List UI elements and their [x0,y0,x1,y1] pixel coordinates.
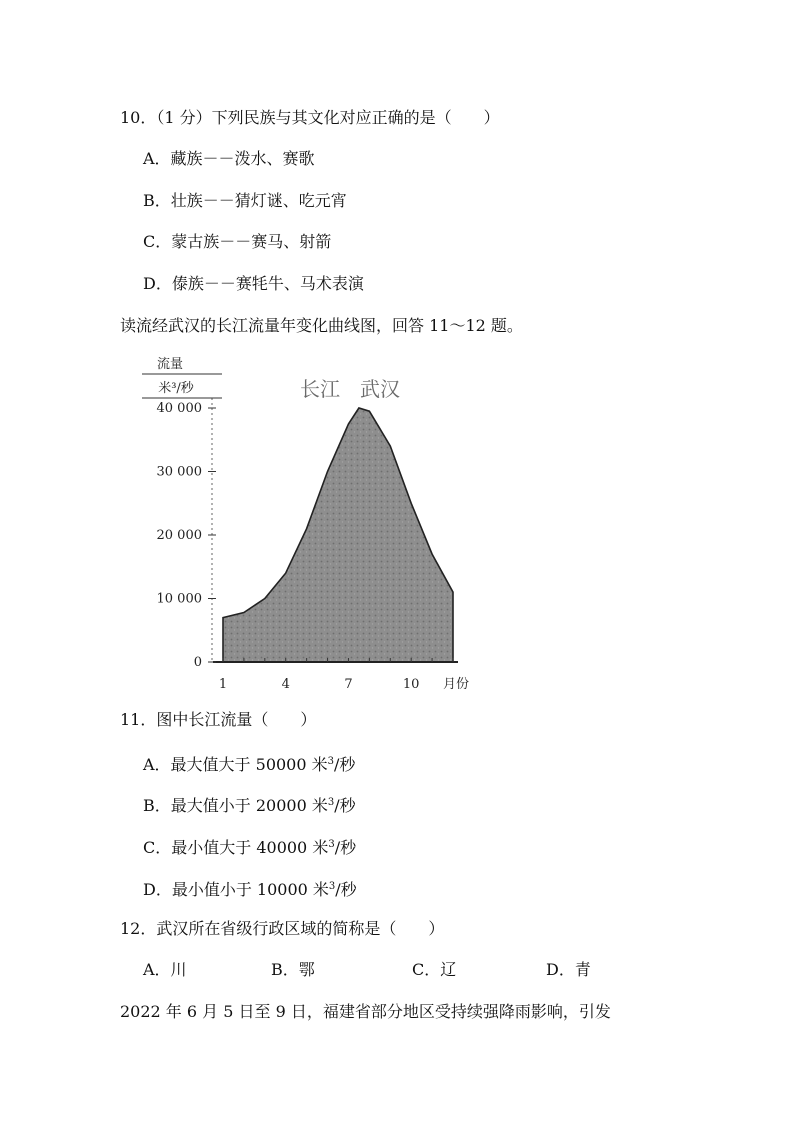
q12-option-b: B．鄂 [271,960,315,979]
q11-stem: 11．图中长江流量（ ） [120,710,317,729]
y-tick-label: 30 000 [156,464,202,480]
q11-option-a-tail: /秒 [334,755,356,774]
q10-stem: 10．（1 分）下列民族与其文化对应正确的是（ ） [120,108,500,127]
q11-option-b-sup: 3 [327,797,335,808]
y-tick-label: 40 000 [156,401,202,416]
q10-option-b: B．壮族－－猜灯谜、吃元宵 [143,191,347,210]
q11-option-c-tail: /秒 [334,838,357,857]
q11-option-a [143,751,355,776]
intro-11-12: 读流经武汉的长江流量年变化曲线图，回答 11～12 题。 [120,316,523,335]
q12-stem: 12．武汉所在省级行政区域的简称是（ ） [120,919,445,938]
q11-option-c [143,834,356,859]
y-tick-label: 10 000 [156,591,202,607]
q12-option-d: D．青 [546,960,591,979]
flow-area [223,408,453,662]
q11-option-d-text: D．最小值小于 10000 米 [143,880,329,899]
y-axis-unit: 米³/秒 [158,381,194,396]
x-tick-label: 4 [281,677,290,692]
q12-option-c: C．辽 [412,960,457,979]
x-axis-label: 月份 [443,677,470,692]
q11-option-d-sup: 3 [328,881,336,892]
chart-title: 长江 武汉 [300,377,400,401]
y-tick-label: 20 000 [156,528,202,543]
q11-option-b-tail: /秒 [334,796,356,815]
x-tick-label: 1 [218,677,228,692]
passage-start: 2022 年 6 月 5 日至 9 日，福建省部分地区受持续强降雨影响，引发 [120,1002,611,1021]
q11-option-a-text: A．最大值大于 50000 米 [143,755,328,774]
x-tick-label: 10 [402,677,420,692]
q10-option-d: D．傣族－－赛牦牛、马术表演 [143,274,364,293]
q11-option-b-text: B．最大值小于 20000 米 [143,796,328,815]
q11-option-c-text: C．最小值大于 40000 米 [143,838,329,857]
q11-option-b [143,792,356,817]
q11-option-d-tail: /秒 [335,880,357,899]
y-tick-label: 0 [193,655,202,670]
x-tick-label: 7 [344,677,353,692]
q11-option-d [143,876,357,901]
q11-option-c-sup: 3 [328,839,335,850]
q10-option-c: C．蒙古族－－赛马、射箭 [143,232,332,251]
q11-option-a-sup: 3 [327,756,335,767]
flow-chart [140,350,480,695]
q12-option-a: A．川 [143,960,187,979]
y-axis-label: 流量 [156,357,184,372]
q10-option-a: A．藏族－－泼水、赛歌 [143,149,315,168]
